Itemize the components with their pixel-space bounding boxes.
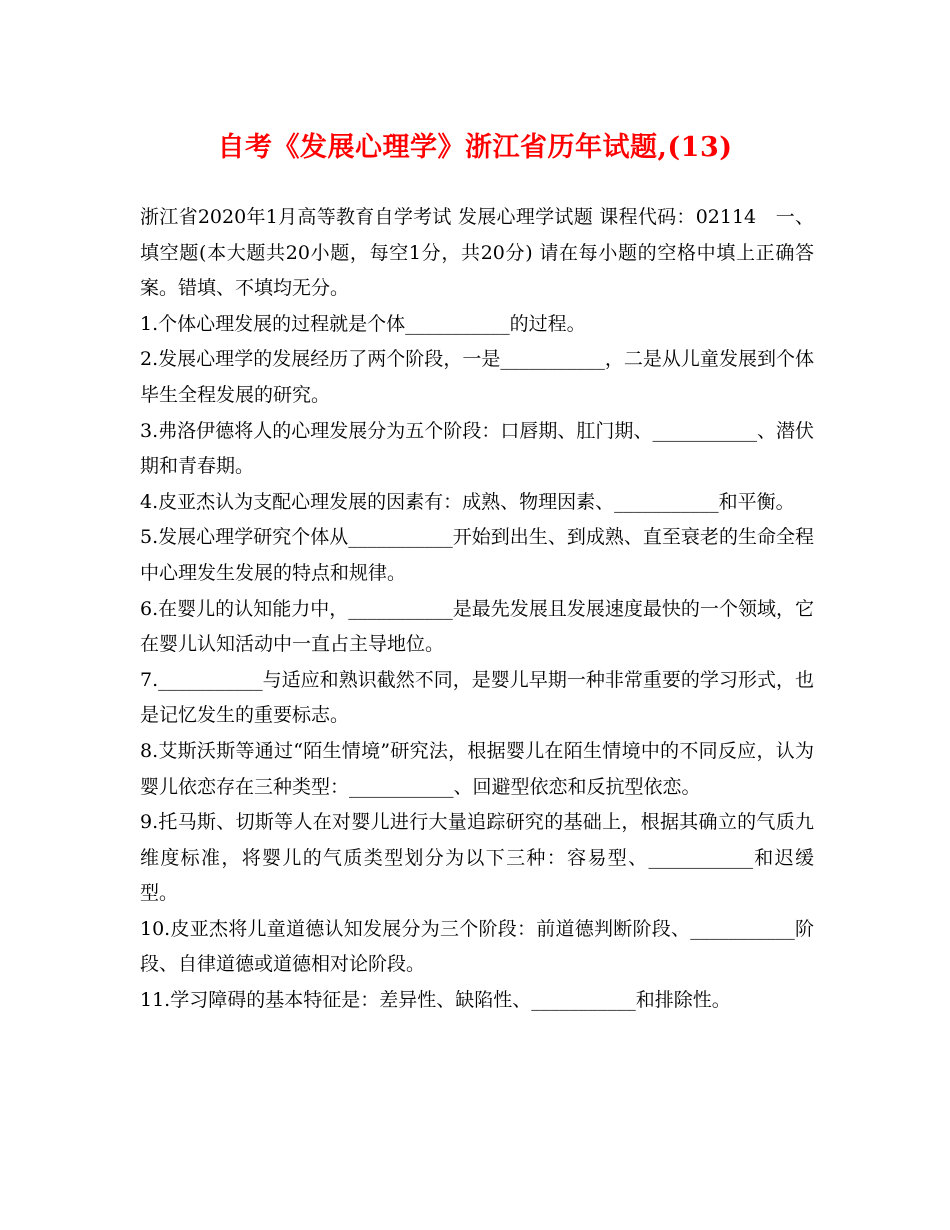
question-3: 3.弗洛伊德将人的心理发展分为五个阶段：口唇期、肛门期、___________、潜伏期和青春期。 — [140, 419, 814, 478]
question-11: 11.学习障碍的基本特征是：差异性、缺陷性、___________和排除性。 — [140, 989, 731, 1012]
question-2: 2.发展心理学的发展经历了两个阶段，一是___________，二是从儿童发展到个体毕生全程发展的研究。 — [140, 348, 814, 406]
document-body — [140, 200, 814, 1019]
question-6: 6.在婴儿的认知能力中，___________是最先发展且发展速度最快的一个领域，它在婴儿认知活动中一直占主导地位。 — [140, 597, 814, 656]
intro-paragraph: 浙江省2020年1月高等教育自学考试 发展心理学试题 课程代码：02114 一、填空题(本大题共20小题，每空1分，共20分) 请在每小题的空格中填上正确答案。错填、不填均无分。 — [140, 206, 814, 300]
question-5: 5.发展心理学研究个体从___________开始到出生、到成熟、直至衰老的生命全程中心理发生发展的特点和规律。 — [140, 526, 814, 584]
question-7: 7.___________与适应和熟识截然不同，是婴儿早期一种非常重要的学习形式，也是记忆发生的重要标志。 — [140, 668, 814, 727]
document-title: 自考《发展心理学》浙江省历年试题,(13) — [217, 132, 733, 163]
question-4: 4.皮亚杰认为支配心理发展的因素有：成熟、物理因素、___________和平衡。 — [140, 490, 795, 513]
question-10: 10.皮亚杰将儿童道德认知发展分为三个阶段：前道德判断阶段、___________阶段、自律道德或道德相对论阶段。 — [140, 917, 814, 976]
question-8: 8.艾斯沃斯等通过“陌生情境”研究法，根据婴儿在陌生情境中的不同反应，认为婴儿依恋存在三种类型：___________、回避型依恋和反抗型依恋。 — [140, 739, 814, 798]
question-9: 9.托马斯、切斯等人在对婴儿进行大量追踪研究的基础上，根据其确立的气质九维度标准，将婴儿的气质类型划分为以下三种：容易型、___________和迟缓型。 — [140, 811, 814, 905]
question-1: 1.个体心理发展的过程就是个体___________的过程。 — [140, 312, 586, 335]
